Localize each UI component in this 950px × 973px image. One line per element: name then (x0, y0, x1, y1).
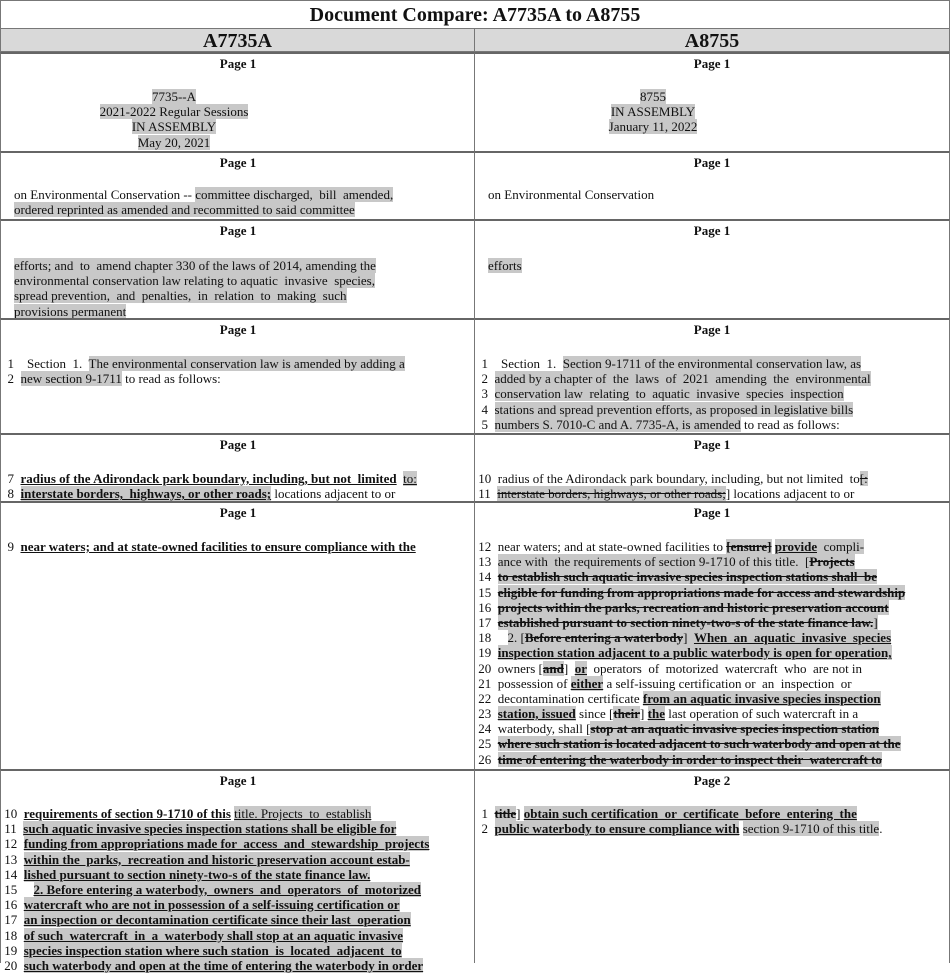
text-line (1, 958, 475, 973)
text-segment: 19 (475, 645, 498, 661)
inserted-text: such aquatic invasive species inspection stations shall be eligible for (23, 821, 397, 837)
text-line (475, 417, 949, 432)
deleted-text: eligible for funding from appropriations made for access and stewardship (497, 584, 906, 600)
inserted-text: provide (774, 539, 818, 554)
text-line (1, 135, 347, 150)
text-segment: 21 possession of (475, 675, 571, 691)
text-line (475, 752, 949, 767)
inserted-text: of such watercraft in a waterbody shall stop at an aquatic invasive (23, 927, 404, 943)
compare-row-2 (0, 151, 950, 219)
text-line (1, 882, 475, 897)
text-segment: 1 Section 1. (475, 356, 563, 371)
changed-text: spread prevention, and penalties, in relation to making such (14, 288, 347, 304)
changed-text: efforts; and to amend chapter 330 of the laws of 2014, amending the (14, 258, 376, 273)
text-segment: to read as follows: (740, 416, 840, 432)
page-label: Page 1 (219, 56, 257, 71)
deleted-text: and (542, 660, 564, 676)
text-line (475, 386, 949, 401)
text-line (1, 806, 475, 821)
text-line (475, 119, 831, 134)
deleted-text: where such station is located adjacent to such waterbody and open at the (497, 736, 901, 752)
deleted-text: [: (859, 471, 868, 486)
page-label: Page 1 (219, 322, 257, 337)
text-line (1, 943, 475, 958)
compare-row-1 (0, 52, 950, 151)
deleted-text: to establish such aquatic invasive species inspection stations shall be (497, 569, 877, 585)
changed-text: 2. [ (507, 630, 525, 646)
text-segment (475, 258, 488, 273)
deleted-text: Projects (809, 554, 855, 570)
left-text (1, 539, 475, 554)
compare-row-5 (0, 433, 950, 501)
right-text (475, 89, 831, 135)
right-cell (474, 219, 950, 318)
changed-text: compli- (817, 539, 865, 554)
inserted-text: funding from appropriations made for access and stewardship projects (23, 836, 430, 852)
text-segment: 15 (475, 584, 498, 600)
text-segment: 9 (1, 539, 21, 554)
inserted-text: obtain such certification or certificate before entering the (523, 806, 857, 821)
text-segment: last operation of such watercraft in a (664, 706, 859, 722)
text-segment: 26 (475, 751, 498, 767)
right-cell (474, 501, 950, 769)
page-label: Page 1 (693, 223, 731, 238)
text-segment: 12 (1, 836, 24, 852)
page-label: Page 1 (219, 773, 257, 788)
changed-text: ] (683, 630, 694, 646)
inserted-text: interstate borders, highways, or other roads; (20, 486, 272, 502)
page-label: Page 1 (219, 223, 257, 238)
text-line (475, 806, 949, 821)
changed-text: ordered reprinted as amended and recommitted to said committee (14, 202, 355, 218)
deleted-text: title (494, 806, 517, 821)
text-line (1, 897, 475, 912)
changed-text: added by a chapter of the laws of 2021 amending the environmental (494, 371, 871, 387)
inserted-text: an inspection or decontamination certificate since their last operation (23, 912, 411, 928)
inserted-text: station, issued (497, 706, 576, 722)
text-line (475, 486, 949, 501)
text-segment: ] (640, 706, 648, 722)
changed-text: ance with the requirements of section 9-1710 of this title. [ (497, 554, 810, 570)
inserted-text: the (647, 706, 665, 722)
text-segment: 10 radius of the Adirondack park boundary, including, but not limited to (475, 471, 860, 486)
text-line (1, 867, 475, 882)
changed-text: 2021-2022 Regular Sessions (99, 104, 249, 120)
changed-text: 8755 (640, 89, 666, 104)
text-segment: 2 (475, 821, 495, 837)
text-segment: ] (516, 806, 524, 821)
text-segment: 20 (1, 957, 24, 973)
changed-text: stations and spread prevention efforts, as proposed in legislative bills (494, 401, 854, 417)
text-segment: 13 (1, 851, 24, 867)
changed-text: January 11, 2022 (608, 119, 698, 135)
left-cell (0, 501, 475, 769)
deleted-text: time of entering the waterbody in order to inspect their watercraft to (497, 751, 882, 767)
deleted-text: [ensure] (726, 539, 772, 554)
text-segment: 16 (1, 897, 24, 913)
deleted-text: stop at an aquatic invasive species inspection station (590, 721, 879, 737)
text-segment: ] locations adjacent to or (725, 486, 855, 502)
text-line (475, 356, 949, 371)
text-segment (1, 273, 14, 288)
inserted-text: from an aquatic invasive species inspection (642, 690, 881, 706)
text-segment: 18 (1, 927, 24, 943)
text-segment: 24 waterbody, shall [ (475, 721, 591, 737)
text-line (1, 852, 475, 867)
left-column-header: A7735A (0, 28, 475, 52)
text-segment: 7 (1, 471, 21, 486)
text-line (1, 202, 475, 217)
page-label: Page 1 (693, 56, 731, 71)
text-segment: 2 (1, 371, 21, 387)
left-cell (0, 433, 475, 501)
text-segment: 16 (475, 599, 498, 615)
text-segment (1, 288, 14, 303)
text-line (1, 539, 475, 554)
changed-text: May 20, 2021 (137, 134, 211, 150)
text-segment: operators of motorized watercraft who are not in (586, 660, 863, 676)
text-segment: 8 (1, 486, 21, 502)
left-text (1, 806, 475, 973)
page-label: Page 2 (693, 773, 731, 788)
right-column-header: A8755 (474, 28, 950, 52)
changed-text: provisions permanent (14, 303, 127, 319)
changed-text: Section 9-1711 of the environmental conservation law, as (562, 356, 862, 371)
text-line (475, 676, 949, 691)
changed-text: The environmental conservation law is amended by adding a (88, 356, 405, 371)
text-segment: 19 (1, 942, 24, 958)
deleted-text: established pursuant to section ninety-two-s of the state finance law. (497, 614, 874, 630)
text-line (475, 585, 949, 600)
text-segment: 22 decontamination certificate (475, 690, 643, 706)
text-segment: . (879, 821, 883, 837)
text-segment: 11 (475, 486, 498, 502)
inserted-text: public waterbody to ensure compliance with (494, 821, 740, 837)
text-line (1, 928, 475, 943)
right-text (475, 258, 949, 273)
text-line (475, 471, 949, 486)
text-line (475, 89, 831, 104)
inserted-text: or (574, 660, 587, 676)
compare-row-7 (0, 769, 950, 973)
text-segment: 25 (475, 736, 498, 752)
text-segment: 20 owners [ (475, 660, 543, 676)
text-line (1, 836, 475, 851)
changed-text: IN ASSEMBLY (131, 119, 217, 135)
inserted-text: such waterbody and open at the time of entering the waterbody in order (23, 957, 424, 973)
page-label: Page 1 (219, 155, 257, 170)
text-segment: 12 near waters; and at state-owned facilities to (475, 539, 727, 554)
text-segment: 2 (475, 371, 495, 387)
text-segment: locations adjacent to or (271, 486, 396, 502)
text-segment: on Environmental Conservation -- (1, 187, 196, 202)
text-line (1, 356, 475, 371)
inserted-text: near waters; and at state-owned facilities to ensure compliance with the (20, 539, 416, 554)
left-text (1, 258, 475, 319)
changed-text: new section 9-1711 (20, 371, 122, 387)
left-cell (0, 769, 475, 973)
right-text (475, 356, 949, 432)
text-segment: 18 (475, 630, 508, 646)
text-segment: 17 (475, 614, 498, 630)
text-line (1, 104, 347, 119)
text-segment: 13 (475, 554, 498, 570)
text-segment: 14 (1, 866, 24, 882)
text-line (1, 89, 347, 104)
inserted-text: species inspection station where such station is located adjacent to (23, 942, 402, 958)
text-segment: a self-issuing certification or an inspection or (603, 675, 852, 691)
changed-text: committee discharged, bill amended, (195, 187, 394, 202)
left-text (1, 471, 475, 501)
text-line (475, 258, 949, 273)
right-cell (474, 433, 950, 501)
document-title: Document Compare: A7735A to A8755 (0, 0, 950, 29)
changed-text: ] (873, 614, 878, 630)
right-text (475, 471, 949, 501)
right-cell (474, 52, 950, 151)
text-line (475, 736, 949, 751)
text-line (1, 304, 475, 319)
text-segment: 5 (475, 416, 495, 432)
deleted-text: projects within the parks, recreation and historic preservation account (497, 599, 889, 615)
text-segment: 17 (1, 912, 24, 928)
text-line (475, 402, 949, 417)
page-label: Page 1 (693, 505, 731, 520)
right-text (475, 539, 949, 767)
text-line (475, 569, 949, 584)
text-line (475, 630, 949, 645)
text-segment: 11 (1, 821, 24, 837)
text-line (475, 539, 949, 554)
inserted-text: radius of the Adirondack park boundary, including, but not limited (20, 471, 397, 486)
text-segment: 1 (475, 806, 495, 821)
text-line (475, 821, 949, 836)
changed-text: 7735--A (151, 89, 197, 104)
text-segment (1, 258, 14, 273)
changed-text: conservation law relating to aquatic invasive species inspection (494, 386, 844, 402)
left-cell (0, 219, 475, 318)
text-line (475, 706, 949, 721)
inserted-text: inspection station adjacent to a public waterbody is open for operation, (497, 645, 892, 661)
left-cell (0, 318, 475, 433)
compare-row-4 (0, 318, 950, 433)
compare-row-3 (0, 219, 950, 318)
changed-text: IN ASSEMBLY (610, 104, 696, 120)
text-segment: 15 (1, 881, 34, 897)
text-segment: 3 (475, 386, 495, 402)
text-line (475, 645, 949, 660)
text-line (1, 119, 347, 134)
text-line (475, 554, 949, 569)
left-text (1, 89, 347, 150)
left-cell (0, 52, 475, 151)
page-label: Page 1 (219, 505, 257, 520)
text-segment (1, 304, 14, 319)
right-cell (474, 151, 950, 219)
text-line (1, 273, 475, 288)
text-line (1, 912, 475, 927)
changed-text: efforts (488, 258, 522, 273)
text-line (1, 471, 475, 486)
page-label: Page 1 (693, 437, 731, 452)
left-text (1, 187, 475, 217)
page-label: Page 1 (693, 322, 731, 337)
inserted-text: 2. Before entering a waterbody, owners and operators of motorized (33, 881, 422, 897)
inserted-text: within the parks, recreation and historic preservation account estab- (23, 851, 410, 867)
text-line (475, 691, 949, 706)
deleted-text: their (613, 706, 641, 722)
page-label: Page 1 (693, 155, 731, 170)
text-line (475, 615, 949, 630)
text-segment: ] (563, 660, 575, 676)
right-text (475, 187, 949, 202)
text-line (1, 821, 475, 836)
inserted-text: lished pursuant to section ninety-two-s of the state finance law. (23, 866, 371, 882)
inserted-text: either (570, 675, 604, 691)
text-line (1, 371, 475, 386)
text-line (1, 258, 475, 273)
text-segment: 14 (475, 569, 498, 585)
inserted-text: to: (403, 471, 417, 486)
deleted-text: Before entering a waterbody (524, 630, 684, 646)
text-segment: 1 Section 1. (1, 356, 89, 371)
text-line (1, 288, 475, 303)
text-line (1, 187, 475, 202)
text-line (475, 187, 949, 202)
changed-text: environmental conservation law relating to aquatic invasive species, (14, 273, 375, 289)
inserted-text: title. Projects to establish (234, 806, 372, 821)
text-line (475, 721, 949, 736)
left-text (1, 356, 475, 386)
text-line (1, 486, 475, 501)
changed-text: numbers S. 7010-C and A. 7735-A, is amended (494, 416, 741, 432)
text-segment (1, 202, 14, 217)
inserted-text: When an aquatic invasive species (693, 630, 892, 646)
right-text (475, 806, 949, 836)
text-line (475, 371, 949, 386)
text-segment: 23 (475, 706, 498, 722)
text-segment: 10 (1, 806, 24, 821)
inserted-text: watercraft who are not in possession of a self-issuing certification or (23, 897, 400, 913)
left-cell (0, 151, 475, 219)
inserted-text: requirements of section 9-1710 of this (23, 806, 231, 821)
text-line (475, 104, 831, 119)
text-segment: to read as follows: (121, 371, 221, 387)
text-segment: since [ (575, 706, 614, 722)
page-label: Page 1 (219, 437, 257, 452)
deleted-text: interstate borders, highways, or other roads; (497, 486, 726, 502)
text-segment: on Environmental Conservation (475, 187, 655, 202)
changed-text: section 9-1710 of this title (742, 821, 880, 837)
compare-row-6 (0, 501, 950, 769)
right-cell (474, 769, 950, 963)
right-cell (474, 318, 950, 433)
text-line (475, 600, 949, 615)
text-line (475, 661, 949, 676)
text-segment: 4 (475, 401, 495, 417)
